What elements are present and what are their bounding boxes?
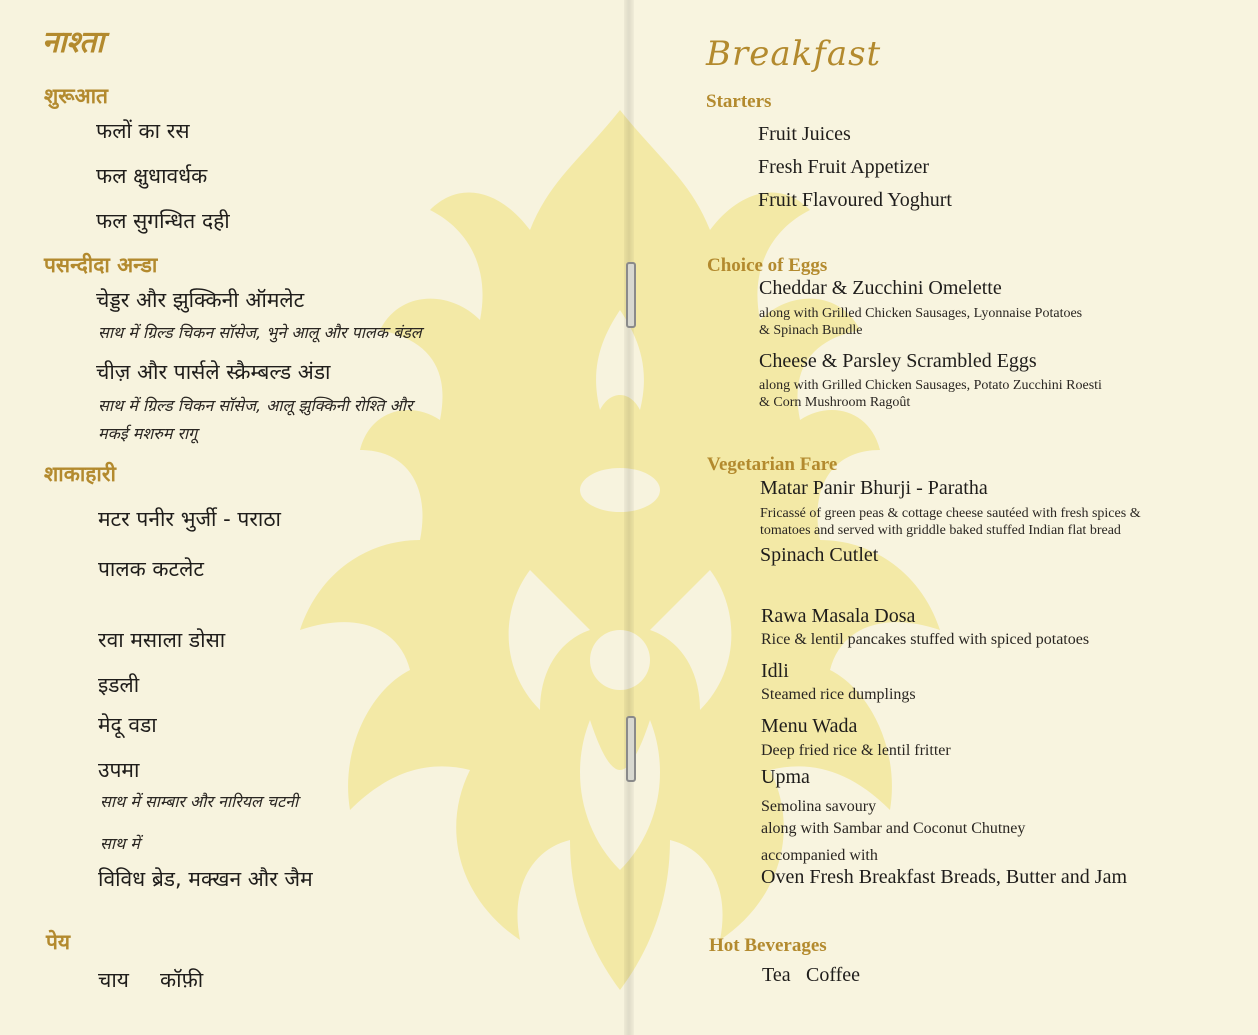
english-veg-item: Upma [761,766,810,788]
english-veg-item: Spinach Cutlet [760,544,879,566]
hindi-egg-desc: मकई मशरुम रागू [98,424,198,443]
english-beverage-tea: Tea [762,964,791,986]
english-egg-desc: & Corn Mushroom Ragoût [759,395,911,410]
english-eggs-heading: Choice of Eggs [707,255,828,276]
english-beverages-heading: Hot Beverages [709,935,827,956]
english-breads-item: Oven Fresh Breakfast Breads, Butter and Jam [761,866,1128,888]
english-accompanied-label: accompanied with [761,847,878,864]
english-starter-item: Fruit Flavoured Yoghurt [758,189,952,211]
hindi-breads-item: विविध ब्रेड, मक्खन और जैम [98,867,313,891]
english-egg-desc: along with Grilled Chicken Sausages, Potato Zucchini Roesti [759,378,1102,393]
hindi-accompanied-label: साथ में [100,834,140,853]
english-veg-item: Idli [761,660,789,682]
english-veg-desc: along with Sambar and Coconut Chutney [761,820,1026,837]
hindi-egg-desc: साथ में ग्रिल्ड चिकन सॉसेज, भुने आलू और पालक बंडल [98,323,422,342]
hindi-upma-desc: साथ में साम्बार और नारियल चटनी [100,792,299,811]
hindi-egg-item: चीज़ और पार्सले स्क्रैम्बल्ड अंडा [96,360,331,384]
english-veg-desc: Deep fried rice & lentil fritter [761,742,951,759]
english-title: Breakfast [706,34,882,74]
english-veg-item: Rawa Masala Dosa [761,605,916,627]
staple-top [626,262,636,328]
hindi-beverage-coffee: कॉफ़ी [160,968,204,992]
hindi-veg-item: पालक कटलेट [98,557,204,581]
hindi-starter-item: फलों का रस [96,119,190,143]
english-starter-item: Fresh Fruit Appetizer [758,156,930,178]
english-starters-heading: Starters [706,91,772,112]
hindi-starter-item: फल क्षुधावर्धक [96,164,208,188]
hindi-title: नाश्ता [42,25,105,60]
hindi-veg-item: उपमा [98,758,140,782]
hindi-veg-heading: शाकाहारी [44,462,116,486]
english-beverage-coffee: Coffee [806,964,861,986]
hindi-veg-item: मटर पनीर भुर्जी - पराठा [98,507,282,531]
english-egg-item: Cheddar & Zucchini Omelette [759,277,1002,299]
english-veg-item: Matar Panir Bhurji - Paratha [760,477,988,499]
staple-bottom [626,716,636,782]
center-fold [624,0,634,1035]
english-veg-desc: Rice & lentil pancakes stuffed with spiced potatoes [761,631,1090,648]
english-veg-heading: Vegetarian Fare [707,454,838,475]
english-veg-desc: Fricassé of green peas & cottage cheese sautéed with fresh spices & [760,506,1141,521]
hindi-veg-item: रवा मसाला डोसा [98,628,226,652]
english-veg-desc: tomatoes and served with griddle baked stuffed Indian flat bread [760,523,1121,538]
hindi-egg-desc: साथ में ग्रिल्ड चिकन सॉसेज, आलू झुक्किनी रोश्ति और [98,396,413,415]
hindi-starters-heading: शुरूआत [44,84,109,108]
english-egg-desc: & Spinach Bundle [759,323,863,338]
hindi-eggs-heading: पसन्दीदा अन्डा [44,253,158,277]
english-egg-item: Cheese & Parsley Scrambled Eggs [759,350,1037,372]
english-veg-desc: Steamed rice dumplings [761,686,916,703]
english-egg-desc: along with Grilled Chicken Sausages, Lyonnaise Potatoes [759,306,1083,321]
english-veg-item: Menu Wada [761,715,858,737]
hindi-veg-item: मेदू वडा [98,713,157,737]
hindi-egg-item: चेड्डर और झुक्किनी ऑमलेट [96,288,305,312]
english-starter-item: Fruit Juices [758,123,851,145]
hindi-beverages-heading: पेय [46,930,71,954]
english-veg-desc: Semolina savoury [761,798,877,815]
hindi-veg-item: इडली [98,673,140,697]
hindi-starter-item: फल सुगन्धित दही [96,209,230,233]
hindi-beverage-tea: चाय [98,968,129,992]
